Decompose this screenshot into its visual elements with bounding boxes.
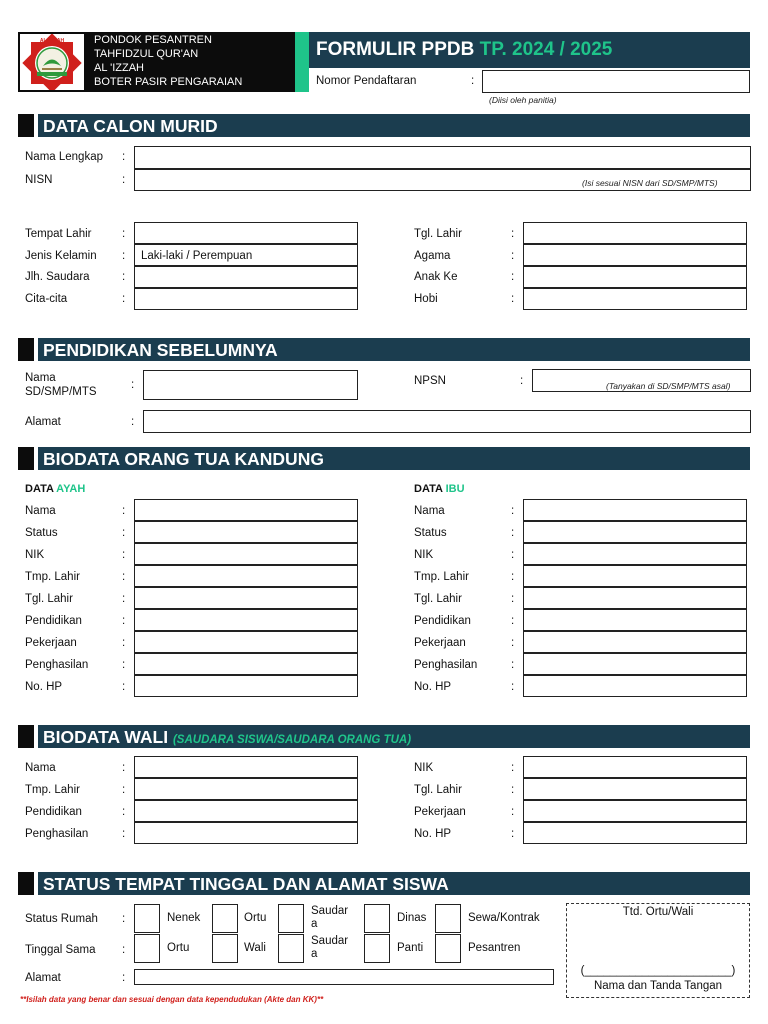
- ayah-word: AYAH: [56, 483, 86, 495]
- school-name-line-1: PONDOK PESANTREN: [94, 34, 212, 46]
- npsn-label: NPSN: [414, 375, 446, 387]
- section-separator: [34, 447, 38, 470]
- nomor-pendaftaran-note: (Diisi oleh panitia): [489, 95, 557, 105]
- wali-tmp-lahir-field[interactable]: [134, 778, 358, 800]
- section-header-tempat-tinggal: [18, 872, 750, 895]
- wali-pendidikan-field[interactable]: [134, 800, 358, 822]
- colon: :: [122, 174, 126, 186]
- wali-nama-label: Nama: [25, 762, 56, 774]
- wali-pendidikan-label: Pendidikan: [25, 806, 82, 818]
- section-separator: [34, 338, 38, 361]
- colon: :: [122, 806, 126, 818]
- data-word: DATA: [25, 483, 54, 495]
- ayah-pekerjaan-field[interactable]: [134, 631, 358, 653]
- school-name-line-2: TAHFIDZUL QUR'AN: [94, 48, 199, 60]
- colon: :: [122, 913, 126, 925]
- colon: :: [122, 549, 126, 561]
- agama-label: Agama: [414, 250, 451, 262]
- jlh-saudara-label: Jlh. Saudara: [25, 271, 90, 283]
- colon: :: [471, 75, 475, 87]
- tinggal-sama-saudar-a-checkbox[interactable]: [278, 934, 304, 963]
- ibu-pekerjaan-label: Pekerjaan: [414, 637, 466, 649]
- colon: :: [511, 762, 515, 774]
- ayah-penghasilan-label: Penghasilan: [25, 659, 89, 671]
- wali-tgl-lahir-label: Tgl. Lahir: [414, 784, 462, 796]
- ibu-tgl-lahir-label: Tgl. Lahir: [414, 593, 462, 605]
- alamat-siswa-field[interactable]: [134, 969, 554, 985]
- ibu-status-field[interactable]: [523, 521, 747, 543]
- alamat-sekolah-field[interactable]: [143, 410, 751, 433]
- colon: :: [122, 271, 126, 283]
- colon: :: [122, 659, 126, 671]
- colon: :: [511, 571, 515, 583]
- ayah-nik-label: NIK: [25, 549, 45, 561]
- ibu-penghasilan-label: Penghasilan: [414, 659, 478, 671]
- colon: :: [511, 806, 515, 818]
- colon: :: [131, 416, 135, 428]
- status-rumah-dinas-checkbox[interactable]: [364, 904, 390, 933]
- colon: :: [122, 505, 126, 517]
- hobi-label: Hobi: [414, 293, 438, 305]
- colon: :: [122, 681, 126, 693]
- school-name-line-4: BOTER PASIR PENGARAIAN: [94, 76, 243, 88]
- ayah-tmp-lahir-field[interactable]: [134, 565, 358, 587]
- tinggal-sama-ortu-checkbox[interactable]: [134, 934, 160, 963]
- section-accent: [18, 725, 34, 748]
- nama-sekolah-field[interactable]: [143, 370, 358, 400]
- ibu-penghasilan-field[interactable]: [523, 653, 747, 675]
- form-year: TP. 2024 / 2025: [479, 39, 613, 60]
- svg-text:AL-'IZZAH: AL-'IZZAH: [39, 38, 65, 44]
- ibu-tmp-lahir-field[interactable]: [523, 565, 747, 587]
- npsn-note: (Tanyakan di SD/SMP/MTS asal): [606, 381, 731, 391]
- ayah-status-label: Status: [25, 527, 58, 539]
- tinggal-sama-pesantren-label: Pesantren: [468, 942, 521, 954]
- ibu-word: IBU: [445, 483, 465, 495]
- school-logo-icon: [20, 34, 84, 90]
- colon: :: [122, 527, 126, 539]
- ayah-tgl-lahir-label: Tgl. Lahir: [25, 593, 73, 605]
- ibu-nik-field[interactable]: [523, 543, 747, 565]
- tgl-lahir-label: Tgl. Lahir: [414, 228, 462, 240]
- jenis-kelamin-value: Laki-laki / Perempuan: [141, 250, 253, 262]
- signature-caption: Nama dan Tanda Tangan: [593, 980, 723, 992]
- tinggal-sama-panti-checkbox[interactable]: [364, 934, 390, 963]
- form-title-text: FORMULIR PPDB: [316, 39, 475, 60]
- colon: :: [511, 250, 515, 262]
- wali-pekerjaan-label: Pekerjaan: [414, 806, 466, 818]
- nama-sekolah-label-line-2: SD/SMP/MTS: [25, 386, 97, 398]
- tinggal-sama-wali-checkbox[interactable]: [212, 934, 238, 963]
- colon: :: [122, 762, 126, 774]
- section-separator: [34, 872, 38, 895]
- wali-tmp-lahir-label: Tmp. Lahir: [25, 784, 80, 796]
- ibu-nama-label: Nama: [414, 505, 445, 517]
- section-accent: [18, 447, 34, 470]
- wali-nik-label: NIK: [414, 762, 434, 774]
- ibu-status-label: Status: [414, 527, 447, 539]
- colon: :: [511, 228, 515, 240]
- data-ayah-heading: [25, 483, 85, 495]
- jenis-kelamin-label: Jenis Kelamin: [25, 250, 97, 262]
- alamat-sekolah-label: Alamat: [25, 416, 61, 428]
- ibu-no-hp-field[interactable]: [523, 675, 747, 697]
- colon: :: [511, 293, 515, 305]
- cita-cita-field[interactable]: [134, 288, 358, 310]
- alamat-siswa-label: Alamat: [25, 972, 61, 984]
- tinggal-sama-label: Tinggal Sama: [25, 944, 96, 956]
- ayah-pendidikan-label: Pendidikan: [25, 615, 82, 627]
- ayah-nama-label: Nama: [25, 505, 56, 517]
- ayah-tgl-lahir-field[interactable]: [134, 587, 358, 609]
- ayah-nama-field[interactable]: [134, 499, 358, 521]
- tinggal-sama-pesantren-checkbox[interactable]: [435, 934, 461, 963]
- section-separator: [34, 725, 38, 748]
- wali-no-hp-field[interactable]: [523, 822, 747, 844]
- colon: :: [131, 379, 135, 391]
- section-header-calon-murid: [18, 114, 750, 137]
- section-title: PENDIDIKAN SEBELUMNYA: [43, 340, 278, 360]
- status-rumah-ortu-checkbox[interactable]: [212, 904, 238, 933]
- section-separator: [34, 114, 38, 137]
- colon: :: [122, 944, 126, 956]
- colon: :: [122, 593, 126, 605]
- colon: :: [122, 250, 126, 262]
- colon: :: [511, 527, 515, 539]
- colon: :: [122, 637, 126, 649]
- tinggal-sama-panti-label: Panti: [397, 942, 424, 954]
- ayah-status-field[interactable]: [134, 521, 358, 543]
- colon: :: [511, 784, 515, 796]
- colon: :: [122, 293, 126, 305]
- nama-lengkap-label: Nama Lengkap: [25, 151, 103, 163]
- ayah-no-hp-field[interactable]: [134, 675, 358, 697]
- nomor-pendaftaran-label: Nomor Pendaftaran: [316, 75, 417, 87]
- wali-nama-field[interactable]: [134, 756, 358, 778]
- colon: :: [511, 505, 515, 517]
- colon: :: [511, 271, 515, 283]
- anak-ke-field[interactable]: [523, 266, 747, 288]
- school-logo: [20, 34, 84, 90]
- colon: :: [122, 228, 126, 240]
- section-title: BIODATA ORANG TUA KANDUNG: [43, 449, 324, 469]
- colon: :: [511, 593, 515, 605]
- status-rumah-nenek-checkbox[interactable]: [134, 904, 160, 933]
- data-ibu-heading: [414, 483, 465, 495]
- colon: :: [511, 681, 515, 693]
- ibu-pendidikan-field[interactable]: [523, 609, 747, 631]
- colon: :: [122, 828, 126, 840]
- section-title: [43, 727, 411, 750]
- nisn-label: NISN: [25, 174, 53, 186]
- nomor-pendaftaran-field[interactable]: [482, 70, 750, 93]
- ibu-no-hp-label: No. HP: [414, 681, 452, 693]
- cita-cita-label: Cita-cita: [25, 293, 68, 305]
- tinggal-sama-ortu-label: Ortu: [167, 942, 190, 954]
- colon: :: [122, 972, 126, 984]
- section-header-pendidikan: [18, 338, 750, 361]
- wali-penghasilan-label: Penghasilan: [25, 828, 89, 840]
- colon: :: [122, 571, 126, 583]
- school-name-line-3: AL 'IZZAH: [94, 62, 144, 74]
- ibu-tgl-lahir-field[interactable]: [523, 587, 747, 609]
- ayah-tmp-lahir-label: Tmp. Lahir: [25, 571, 80, 583]
- status-rumah-saudar-a-label: Saudar a: [311, 905, 349, 930]
- wali-subtitle: (SAUDARA SISWA/SAUDARA ORANG TUA): [172, 734, 412, 746]
- agama-field[interactable]: [523, 244, 747, 266]
- wali-pekerjaan-field[interactable]: [523, 800, 747, 822]
- wali-no-hp-label: No. HP: [414, 828, 452, 840]
- ayah-penghasilan-field[interactable]: [134, 653, 358, 675]
- signature-title: Ttd. Ortu/Wali: [622, 906, 694, 918]
- section-accent: [18, 338, 34, 361]
- nisn-note: (Isi sesuai NISN dari SD/SMP/MTS): [582, 178, 718, 188]
- ayah-pendidikan-field[interactable]: [134, 609, 358, 631]
- nama-sekolah-label-line-1: Nama: [25, 372, 56, 384]
- status-rumah-dinas-label: Dinas: [397, 912, 427, 924]
- colon: :: [122, 151, 126, 163]
- ibu-tmp-lahir-label: Tmp. Lahir: [414, 571, 469, 583]
- status-rumah-saudar-a-checkbox[interactable]: [278, 904, 304, 933]
- status-rumah-ortu-label: Ortu: [244, 912, 267, 924]
- ayah-pekerjaan-label: Pekerjaan: [25, 637, 77, 649]
- ibu-pekerjaan-field[interactable]: [523, 631, 747, 653]
- status-rumah-label: Status Rumah: [25, 913, 98, 925]
- wali-penghasilan-field[interactable]: [134, 822, 358, 844]
- status-rumah-nenek-label: Nenek: [167, 912, 201, 924]
- hobi-field[interactable]: [523, 288, 747, 310]
- section-header-orang-tua: [18, 447, 750, 470]
- status-rumah-sewa-kontrak-label: Sewa/Kontrak: [468, 912, 540, 924]
- colon: :: [122, 615, 126, 627]
- tempat-lahir-label: Tempat Lahir: [25, 228, 92, 240]
- status-rumah-sewa-kontrak-checkbox[interactable]: [435, 904, 461, 933]
- section-header-wali: [18, 725, 750, 748]
- ibu-nama-field[interactable]: [523, 499, 747, 521]
- header-accent-bar: [295, 32, 309, 92]
- jlh-saudara-field[interactable]: [134, 266, 358, 288]
- section-title: STATUS TEMPAT TINGGAL DAN ALAMAT SISWA: [43, 874, 449, 894]
- section-title: DATA CALON MURID: [43, 116, 218, 136]
- data-word: DATA: [414, 483, 443, 495]
- tinggal-sama-wali-label: Wali: [244, 942, 266, 954]
- ibu-nik-label: NIK: [414, 549, 434, 561]
- colon: :: [511, 828, 515, 840]
- form-title: [316, 39, 612, 61]
- ibu-pendidikan-label: Pendidikan: [414, 615, 471, 627]
- colon: :: [511, 659, 515, 671]
- wali-nik-field[interactable]: [523, 756, 747, 778]
- wali-tgl-lahir-field[interactable]: [523, 778, 747, 800]
- ayah-no-hp-label: No. HP: [25, 681, 63, 693]
- signature-line: (_______________________): [580, 965, 736, 977]
- section-accent: [18, 114, 34, 137]
- colon: :: [511, 615, 515, 627]
- colon: :: [520, 375, 524, 387]
- tempat-lahir-field[interactable]: [134, 222, 358, 244]
- colon: :: [511, 549, 515, 561]
- footer-note: **Isilah data yang benar dan sesuai dengan data kependudukan (Akte dan KK)**: [20, 995, 324, 1004]
- section-accent: [18, 872, 34, 895]
- colon: :: [122, 784, 126, 796]
- tinggal-sama-saudar-a-label: Saudar a: [311, 935, 349, 960]
- ayah-nik-field[interactable]: [134, 543, 358, 565]
- tgl-lahir-field[interactable]: [523, 222, 747, 244]
- wali-title: BIODATA WALI: [43, 727, 169, 747]
- anak-ke-label: Anak Ke: [414, 271, 458, 283]
- nama-lengkap-field[interactable]: [134, 146, 751, 169]
- colon: :: [511, 637, 515, 649]
